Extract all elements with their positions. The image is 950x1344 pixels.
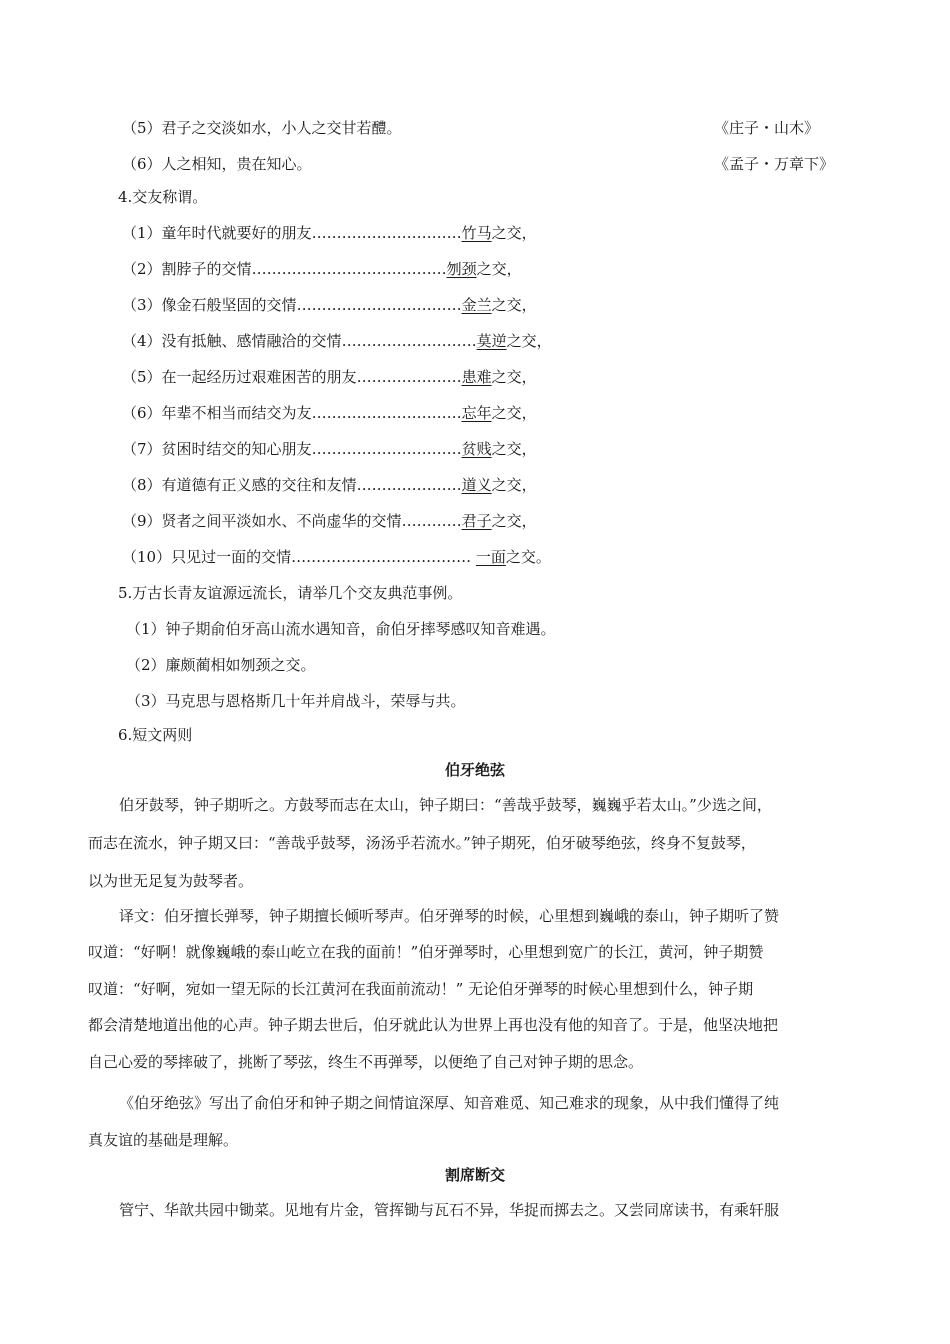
- item-term: 贫贱: [461, 440, 492, 458]
- list-item: [122, 511, 950, 531]
- item-desc: 没有抵触、感情融洽的交情: [161, 332, 342, 350]
- item-suffix: 之交。: [505, 548, 551, 566]
- list-item: [122, 403, 950, 423]
- item-suffix: 之交，: [491, 224, 537, 242]
- item-desc: 在一起经历过艰难困苦的朋友: [161, 368, 357, 386]
- item-number: （8）: [122, 476, 162, 494]
- quote-text: （5）君子之交淡如水，小人之交甘若醴。: [122, 119, 402, 137]
- item-dots: ………………………: [341, 332, 477, 350]
- item-suffix: 之交，: [491, 512, 537, 530]
- item-number: （5）: [122, 368, 162, 386]
- item-dots: …………………: [356, 368, 462, 386]
- item-dots: ………………………………: [291, 548, 476, 566]
- list-item: [122, 223, 950, 243]
- paragraph-line: 以为世无足复为鼓琴者。: [88, 872, 254, 890]
- item-number: （2）: [122, 260, 162, 278]
- quote-source: 《庄子・山木》: [714, 119, 820, 137]
- item-dots: …………………………: [311, 224, 462, 242]
- item-term: 金兰: [461, 296, 492, 314]
- list-item: [122, 259, 950, 279]
- item-suffix: 之交，: [491, 296, 537, 314]
- paragraph-line: 伯牙鼓琴，钟子期听之。方鼓琴而志在太山，钟子期曰：“善哉乎鼓琴，巍巍乎若太山。”少选之间，: [119, 796, 772, 814]
- item-desc: 贤者之间平淡如水、不尚虚华的交情: [161, 512, 402, 530]
- item-dots: …………………………………: [251, 260, 447, 278]
- item-dots: …………………………: [311, 440, 462, 458]
- item-desc: 像金石般坚固的交情: [161, 296, 297, 314]
- item-number: （6）: [122, 404, 162, 422]
- item-number: （7）: [122, 440, 162, 458]
- paragraph-line: 真友谊的基础是理解。: [88, 1131, 239, 1149]
- item-desc: 有道德有正义感的交往和友情: [161, 476, 357, 494]
- paragraph-line: 《伯牙绝弦》写出了俞伯牙和钟子期之间情谊深厚、知音难觅、知己难求的现象，从中我们懂得了纯: [119, 1094, 780, 1112]
- story-1-heading: 伯牙绝弦: [444, 761, 505, 779]
- paragraph-line: 叹道：“好啊，宛如一望无际的长江黄河在我面前流动！” 无论伯牙弹琴的时候心里想到什么，钟子期: [88, 980, 754, 998]
- item-number: （3）: [122, 296, 162, 314]
- item-desc: 贫困时结交的知心朋友: [161, 440, 312, 458]
- section-6-title: 6.短文两则: [118, 726, 193, 744]
- item-term: 一面: [475, 548, 506, 566]
- quote-line: [122, 118, 950, 138]
- item-desc: 年辈不相当而结交为友: [161, 404, 312, 422]
- list-item: （3）马克思与恩格斯几十年并肩战斗，荣辱与共。: [126, 692, 466, 710]
- paragraph-line: 管宁、华歆共园中锄菜。见地有片金，管挥锄与瓦石不异，华捉而掷去之。又尝同席读书，有乘轩服: [119, 1201, 780, 1219]
- item-number: （4）: [122, 332, 162, 350]
- item-dots: ……………………………: [296, 296, 462, 314]
- paragraph-line: 都会清楚地道出他的心声。钟子期去世后，伯牙就此认为世界上再也没有他的知音了。于是，他坚决地把: [88, 1016, 779, 1034]
- item-desc: 割脖子的交情: [161, 260, 252, 278]
- quote-text: （6）人之相知，贵在知心。: [122, 155, 312, 173]
- list-item: （2）廉颇蔺相如刎颈之交。: [126, 656, 316, 674]
- item-term: 忘年: [461, 404, 492, 422]
- item-term: 刎颈: [446, 260, 477, 278]
- item-number: （1）: [122, 224, 162, 242]
- item-term: 竹马: [461, 224, 492, 242]
- item-term: 莫逆: [476, 332, 507, 350]
- item-term: 道义: [461, 476, 492, 494]
- item-dots: …………………: [356, 476, 462, 494]
- paragraph-line: 叹道：“好啊！就像巍峨的泰山屹立在我的面前！”伯牙弹琴时，心里想到宽广的长江，黄河，钟子期赞: [88, 943, 764, 961]
- item-suffix: 之交，: [491, 368, 537, 386]
- list-item: [122, 295, 950, 315]
- section-4-title: 4.交友称谓。: [118, 188, 208, 206]
- item-suffix: 之交，: [506, 332, 552, 350]
- item-dots: …………………………: [311, 404, 462, 422]
- paragraph-line: 译文：伯牙擅长弹琴，钟子期擅长倾听琴声。伯牙弹琴的时候，心里想到巍峨的泰山，钟子期听了赞: [119, 907, 780, 925]
- item-suffix: 之交，: [491, 440, 537, 458]
- item-suffix: 之交，: [476, 260, 522, 278]
- item-number: （9）: [122, 512, 162, 530]
- quote-source: 《孟子・万章下》: [714, 155, 835, 173]
- list-item: [122, 439, 950, 459]
- item-desc: 只见过一面的交情: [171, 548, 292, 566]
- list-item: （1）钟子期俞伯牙高山流水遇知音，俞伯牙摔琴感叹知音难遇。: [126, 620, 556, 638]
- item-number: （10）: [122, 548, 172, 566]
- story-2-heading: 割席断交: [444, 1166, 505, 1184]
- list-item: [122, 547, 950, 567]
- item-term: 患难: [461, 368, 492, 386]
- quote-line: [122, 154, 950, 174]
- list-item: [122, 367, 950, 387]
- item-suffix: 之交，: [491, 476, 537, 494]
- item-dots: …………: [401, 512, 462, 530]
- paragraph-line: 自己心爱的琴摔破了，挑断了琴弦，终生不再弹琴，以便绝了自己对钟子期的思念。: [88, 1053, 644, 1071]
- section-5-title: 5.万古长青友谊源远流长，请举几个交友典范事例。: [118, 584, 463, 602]
- item-suffix: 之交，: [491, 404, 537, 422]
- item-term: 君子: [461, 512, 492, 530]
- list-item: [122, 331, 950, 351]
- item-desc: 童年时代就要好的朋友: [161, 224, 312, 242]
- list-item: [122, 475, 950, 495]
- paragraph-line: 而志在流水，钟子期又曰：“善哉乎鼓琴，汤汤乎若流水。”钟子期死，伯牙破琴绝弦，终身不复鼓琴，: [88, 834, 756, 852]
